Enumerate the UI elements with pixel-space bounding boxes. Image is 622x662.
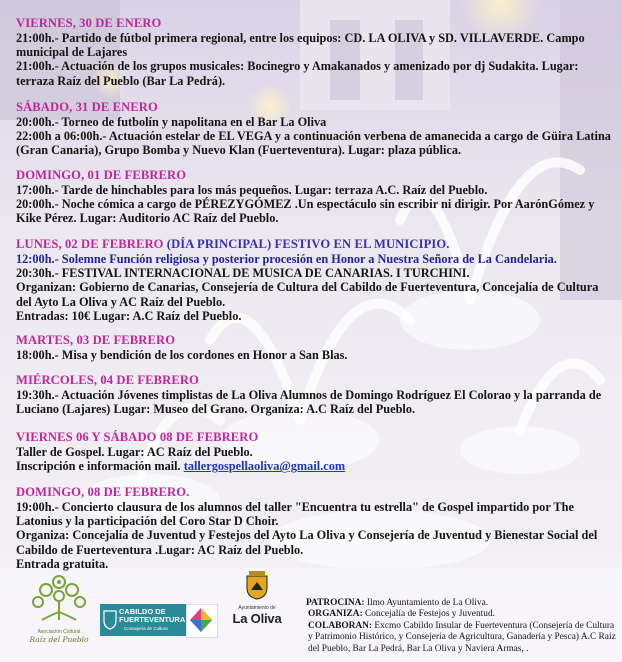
event-line: 21:00h.- Partido de fútbol primera regional, entre los equipos: CD. LA OLIVA y SD. VILLAVERDE. Campo municipal de Lajares: [16, 31, 585, 60]
event-line: 19:00h.- Concierto clausura de los alumnos del taller "Encuentra tu estrella" de Gospel impartido por The Latonius y la participación del Coro Star D Choir.: [16, 500, 574, 529]
event-heading: DOMINGO, 01 DE FEBRERO: [16, 168, 187, 182]
event-info-line: [16, 459, 612, 473]
event-line: 20:00h.- Torneo de futbolín y napolitana en el Bar La Oliva: [16, 115, 327, 129]
event-heading: [16, 237, 612, 251]
cabildo-line2: FUERTEVENTURA: [119, 615, 186, 624]
credit-organiza: [306, 609, 616, 620]
tree-icon: [24, 572, 94, 624]
event-line: Entrada gratuita.: [16, 556, 109, 571]
event-sabado-31: [16, 100, 612, 158]
event-heading: MIÉRCOLES, 04 DE FEBRERO: [16, 373, 199, 387]
event-line: Organiza: Concejalía de Juventud y Festejos del Ayto La Oliva y Consejería de Juventud y Bienestar Social del Cabildo de Fuerteventura .Lugar: AC Raíz del Pueblo.: [16, 528, 598, 557]
ayto-big-text: La Oliva: [232, 611, 282, 626]
cabildo-line1: CABILDO DE: [119, 607, 166, 616]
event-heading-highlight: (DÍA PRINCIPAL) FESTIVO EN EL MUNICIPIO.: [163, 237, 450, 251]
event-miercoles-04: [16, 373, 612, 416]
raiz-del-pueblo-logo: [24, 572, 94, 646]
event-viernes-sabado-06-08: [16, 430, 612, 473]
event-heading-date: LUNES, 02 DE FEBRERO: [16, 237, 164, 251]
event-martes-03: [16, 333, 612, 362]
event-line: 19:30h.- Actuación Jóvenes timplistas de La Oliva Alumnos de Domingo Rodríguez El Colorao y la parranda de Luciano (Lajares) Lugar: Museo del Grano. Organiza: A.C Raíz del Pueblo.: [16, 388, 602, 417]
credit-value: Concejalía de Festejos y Juventud.: [362, 609, 495, 620]
credits-block: [306, 598, 616, 655]
ayto-small-text: Ayuntamiento de: [238, 605, 276, 611]
event-line: 17:00h.- Tarde de hinchables para los más pequeños. Lugar: terraza A.C. Raíz del Pueblo.: [16, 183, 488, 197]
event-line-highlight: 12:00h.- Solemne Función religiosa y posterior procesión en Honor a Nuestra Señora de La Candelaria.: [16, 252, 557, 266]
raiz-logo-line2: Raíz del Pueblo: [29, 635, 89, 644]
event-line: 18:00h.- Misa y bendición de los cordones en Honor a San Blas.: [16, 348, 348, 362]
credit-colaboran: [306, 621, 616, 655]
credit-value: Excmo Cabildo Insular de Fuerteventura (Consejería de Cultura y Patrimonio Histórico, y Consejería de Agricultura, Ganadería y Pesca) A.C Raíz del Pueblo, Bar La Pedrá, Bar La Oliva y Naviera Armas, .: [308, 620, 616, 654]
credit-label: ORGANIZA:: [308, 609, 363, 620]
credit-label: PATROCINA:: [306, 598, 365, 608]
credit-label: COLABORAN:: [308, 620, 373, 631]
event-viernes-30: [16, 16, 612, 88]
event-heading: SÁBADO, 31 DE ENERO: [16, 100, 158, 114]
event-line: 22:00h a 06:00h.- Actuación estelar de EL VEGA y a continuación verbena de amanecida a cargo de Güira Latina (Gran Canaria), Grupo Bomba y Nuevo Klan (Fuerteventura). Lugar: plaza pública.: [16, 129, 611, 158]
credit-value: Ilmo Ayuntamiento de La Oliva.: [364, 598, 489, 608]
event-domingo-08: [16, 485, 612, 571]
event-line: Taller de Gospel. Lugar: AC Raíz del Pueblo.: [16, 445, 253, 459]
credit-patrocina: [306, 598, 616, 609]
ayuntamiento-la-oliva-logo: [232, 570, 282, 630]
event-line: 21:00h.- Actuación de los grupos musicales: Bocinegro y Amakanados y amenizado por dj Sudakita. Lugar: terraza Raíz del Pueblo (Bar La Pedrá).: [16, 59, 579, 88]
event-line: 20:30h.- FESTIVAL INTERNACIONAL DE MUSICA DE CANARIAS. I TURCHINI.: [16, 266, 470, 281]
event-line: 20:00h.- Noche cómica a cargo de PÉREZYGÓMEZ .Un espectáculo sin escribir ni dirigir. Por AarónGómez y Kike Pérez. Lugar: Auditorio AC Raíz del Pueblo.: [16, 197, 595, 226]
event-heading: MARTES, 03 DE FEBRERO: [16, 333, 176, 347]
event-lunes-02: [16, 237, 612, 323]
cabildo-line3: Consejería de Cultura: [124, 626, 168, 631]
event-heading: DOMINGO, 08 DE FEBRERO.: [16, 485, 190, 499]
cultura-logo: [186, 604, 218, 638]
event-line: Organizan: Gobierno de Canarias, Consejería de Cultura del Cabildo de Fuerteventura, Concejalía de Cultura del Ayto La Oliva y AC Raíz del Pueblo.: [16, 280, 599, 309]
cabildo-fuerteventura-logo: [100, 604, 186, 636]
raiz-logo-line1: Asociación Cultural: [37, 629, 81, 635]
shield-icon: [103, 610, 117, 630]
event-heading: VIERNES, 30 DE ENERO: [16, 16, 162, 30]
event-heading: VIERNES 06 Y SÁBADO 08 DE FEBRERO: [16, 430, 259, 444]
email-link[interactable]: tallergospellaoliva@gmail.com: [183, 459, 346, 474]
cultura-mosaic-icon: [187, 605, 215, 635]
event-domingo-01: [16, 168, 612, 226]
info-prefix: Inscripción e información mail.: [16, 459, 184, 474]
coat-of-arms-icon: [232, 570, 282, 600]
event-line: Entradas: 10€ Lugar: A.C Raíz del Pueblo.: [16, 308, 242, 323]
